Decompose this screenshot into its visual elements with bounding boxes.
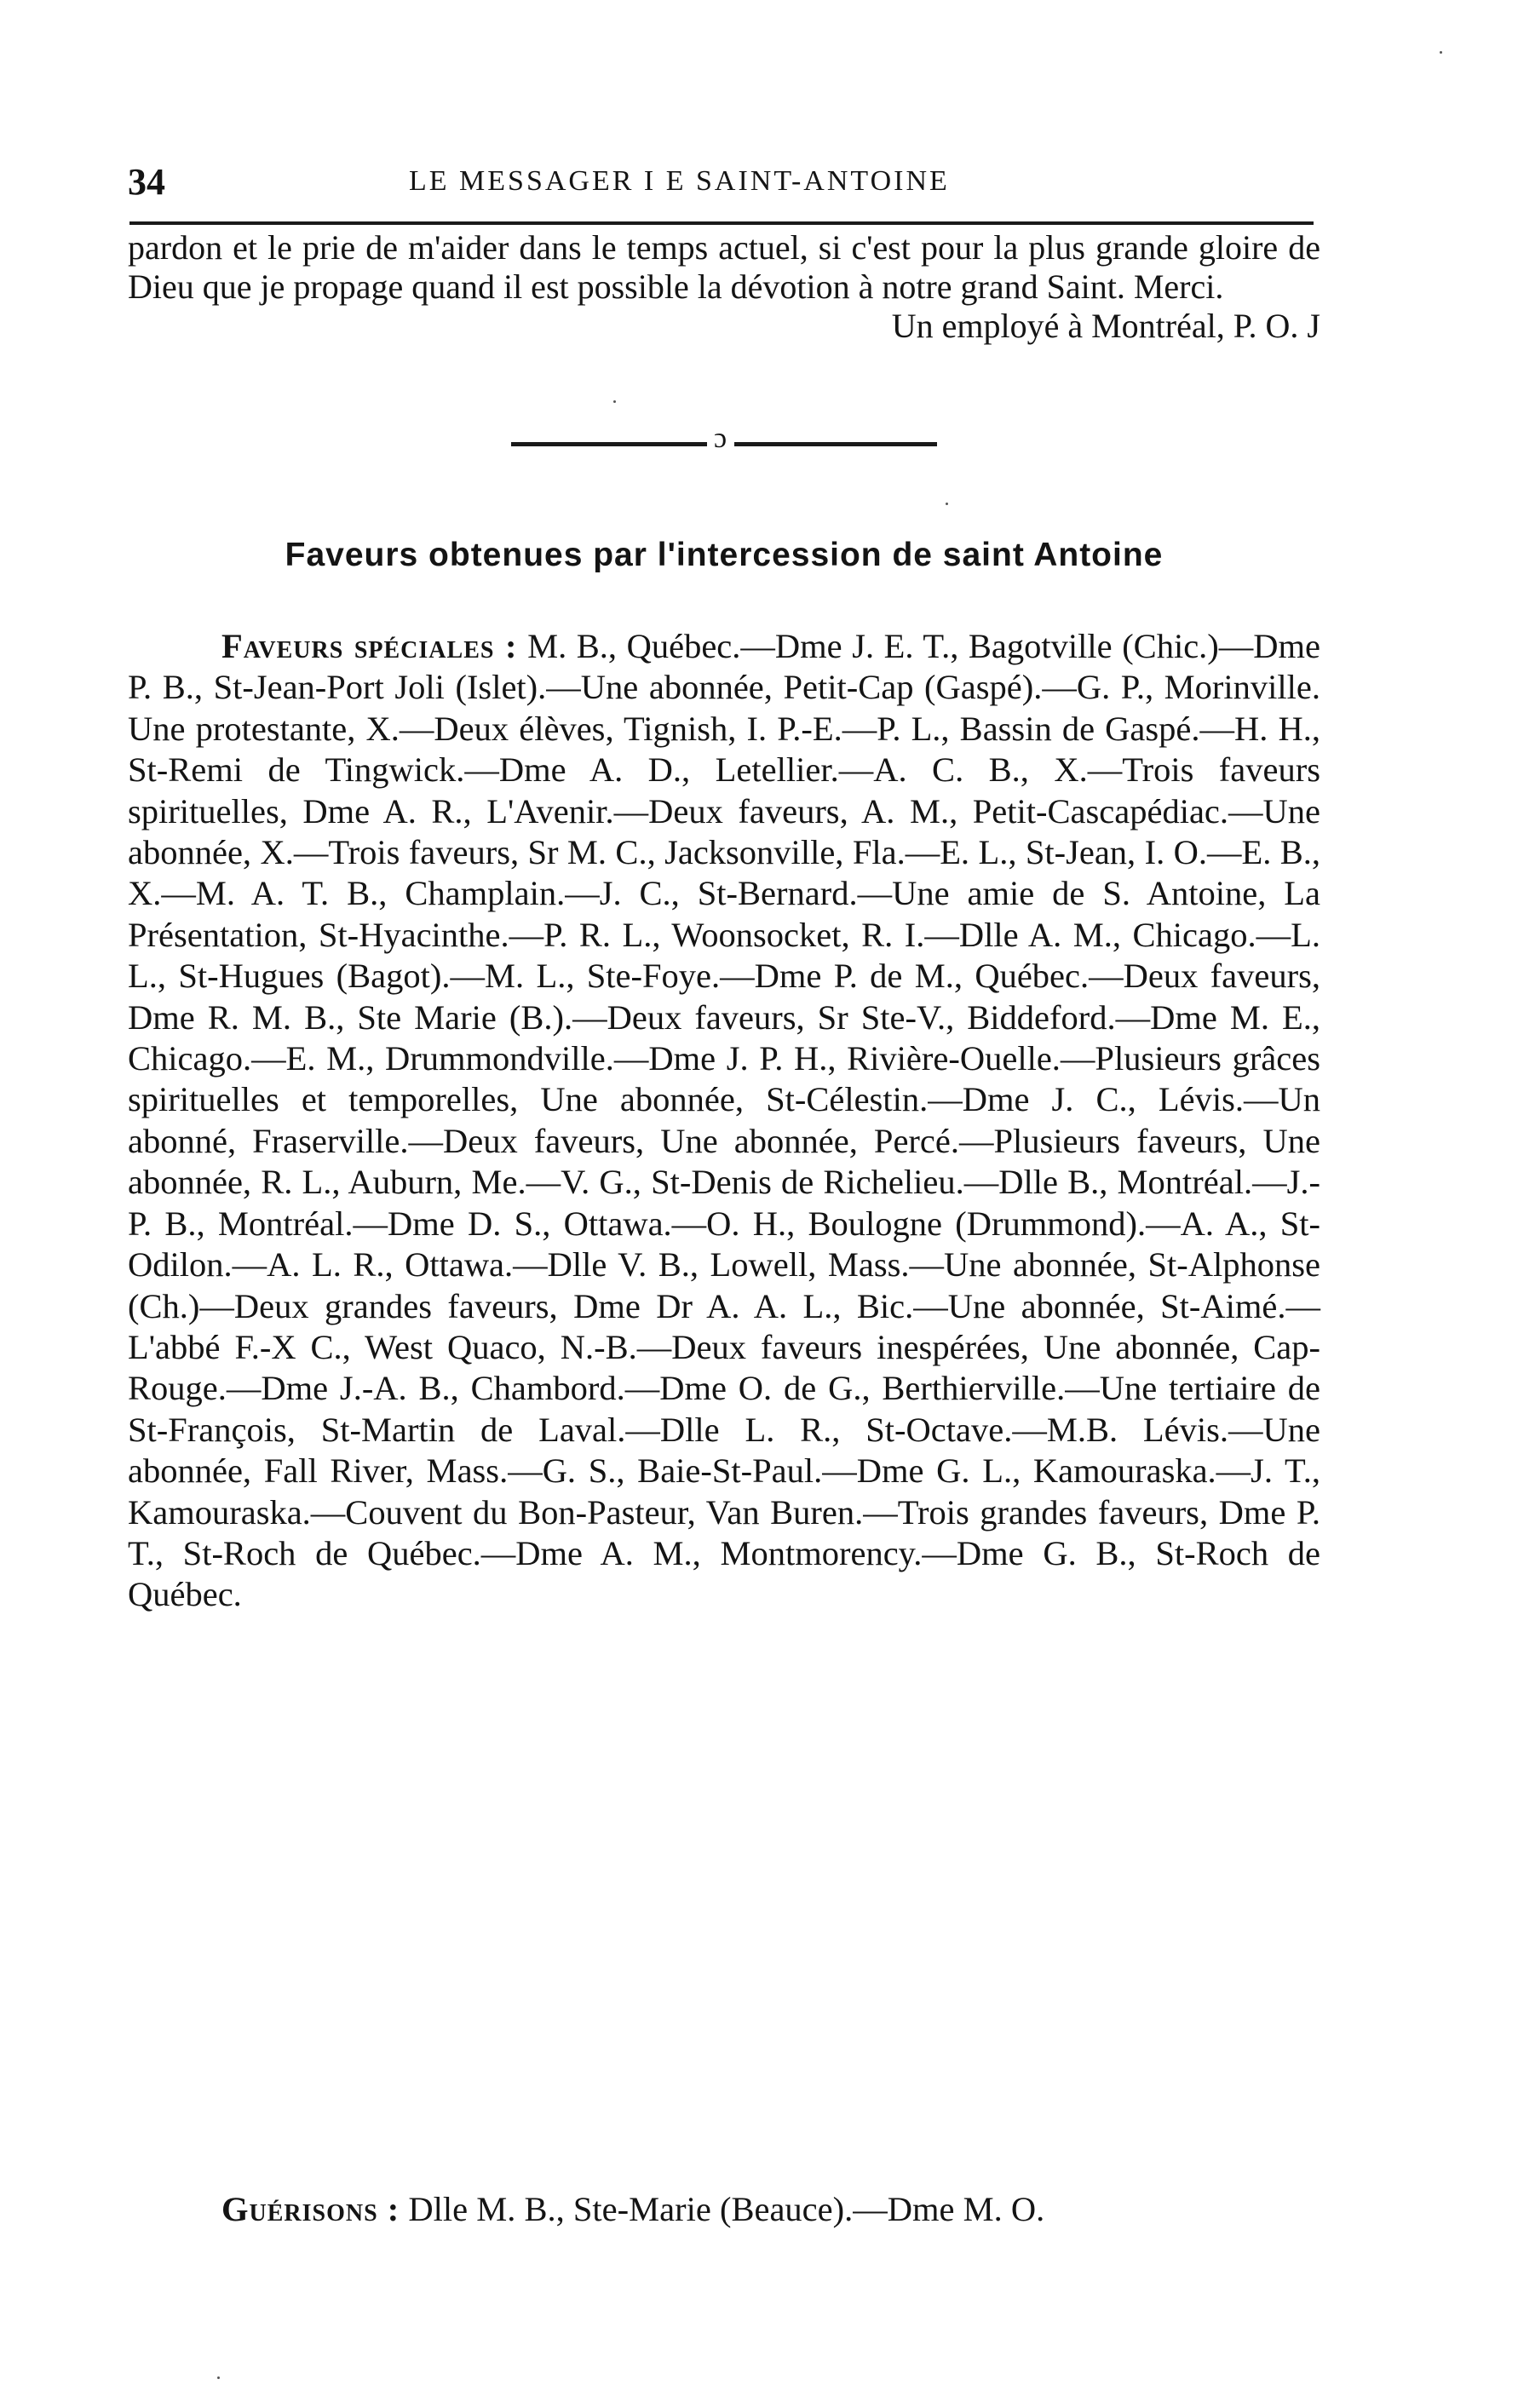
running-title: LE MESSAGER I E SAINT-ANTOINE [409, 165, 950, 197]
separator-line-left [511, 442, 707, 446]
intro-text: pardon et le prie de m'aider dans le temps actuel, si c'est pour la plus grande gloire de Dieu que je propage quand il est possible la dévotion à notre grand Saint. Merci. [128, 228, 1320, 306]
healings-label: Guérisons : [221, 2190, 400, 2228]
intro-paragraph [128, 228, 1320, 346]
favors-text: M. B., Québec.—Dme J. E. T., Bagotville (Chic.)—Dme P. B., St-Jean-Port Joli (Islet).—Une abonnée, Petit-Cap (Gaspé).—G. P., Morinville. Une protestante, X.—Deux élèves, Tignish, I. P.-E.—P. L., Bassin de Gaspé.—H. H., St-Remi de Tingwick.—Dme A. D., Letellier.—A. C. B., X.—Trois faveurs spirituelles, Dme A. R., L'Avenir.—Deux faveurs, A. M., Petit-Cascapédiac.—Une abonnée, X.—Trois faveurs, Sr M. C., Jacksonville, Fla.—E. L., St-Jean, I. O.—E. B., X.—M. A. T. B., Champlain.—J. C., St-Bernard.—Une amie de S. Antoine, La Présentation, St-Hyacinthe.—P. R. L., Woonsocket, R. I.—Dlle A. M., Chicago.—L. L., St-Hugues (Bagot).—M. L., Ste-Foye.—Dme P. de M., Québec.—Deux faveurs, Dme R. M. B., Ste Marie (B.).—Deux faveurs, Sr Ste-V., Biddeford.—Dme M. E., Chicago.—E. M., Drummondville.—Dme J. P. H., Rivière-Ouelle.—Plusieurs grâces spirituelles et temporelles, Une abonnée, St-Célestin.—Dme J. C., Lévis.—Un abonné, Fraserville.—Deux faveurs, Une abonnée, Percé.—Plusieurs faveurs, Une abonnée, R. L., Auburn, Me.—V. G., St-Denis de Richelieu.—Dlle B., Montréal.—J.-P. B., Montréal.—Dme D. S., Ottawa.—O. H., Boulogne (Drummond).—A. A., St-Odilon.—A. L. R., Ottawa.—Dlle V. B., Lowell, Mass.—Une abonnée, St-Alphonse (Ch.)—Deux grandes faveurs, Dme Dr A. A. L., Bic.—Une abonnée, St-Aimé.—L'abbé F.-X C., West Quaco, N.-B.—Deux faveurs inespérées, Une abonnée, Cap-Rouge.—Dme J.-A. B., Chambord.—Dme O. de G., Berthierville.—Une tertiaire de St-François, St-Martin de Laval.—Dlle L. R., St-Octave.—M.B. Lévis.—Une abonnée, Fall River, Mass.—G. S., Baie-St-Paul.—Dme G. L., Kamouraska.—J. T., Kamouraska.—Couvent du Bon-Pasteur, Van Buren.—Trois grandes faveurs, Dme P. T., St-Roch de Québec.—Dme A. M., Montmorency.—Dme G. B., St-Roch de Québec. [128, 627, 1321, 1614]
page-number: 34 [128, 161, 165, 203]
healings-text: Dlle M. B., Ste-Marie (Beauce).—Dme M. O. [408, 2190, 1045, 2228]
section-title: Faveurs obtenues par l'intercession de saint Antoine [285, 537, 1164, 573]
paper-speck [217, 2376, 220, 2379]
paper-speck [613, 400, 616, 403]
intro-signature: Un employé à Montréal, P. O. J [891, 307, 1320, 345]
header-rule [129, 221, 1314, 225]
healings-paragraph [128, 2189, 1320, 2230]
page-header [128, 160, 1320, 211]
paper-speck [1440, 51, 1442, 54]
section-separator [511, 422, 937, 460]
paper-speck [946, 503, 948, 505]
separator-line-right [734, 442, 937, 446]
favors-paragraph [128, 626, 1320, 1616]
separator-mark: ɔ [714, 422, 727, 454]
favors-label: Faveurs spéciales : [221, 627, 518, 665]
